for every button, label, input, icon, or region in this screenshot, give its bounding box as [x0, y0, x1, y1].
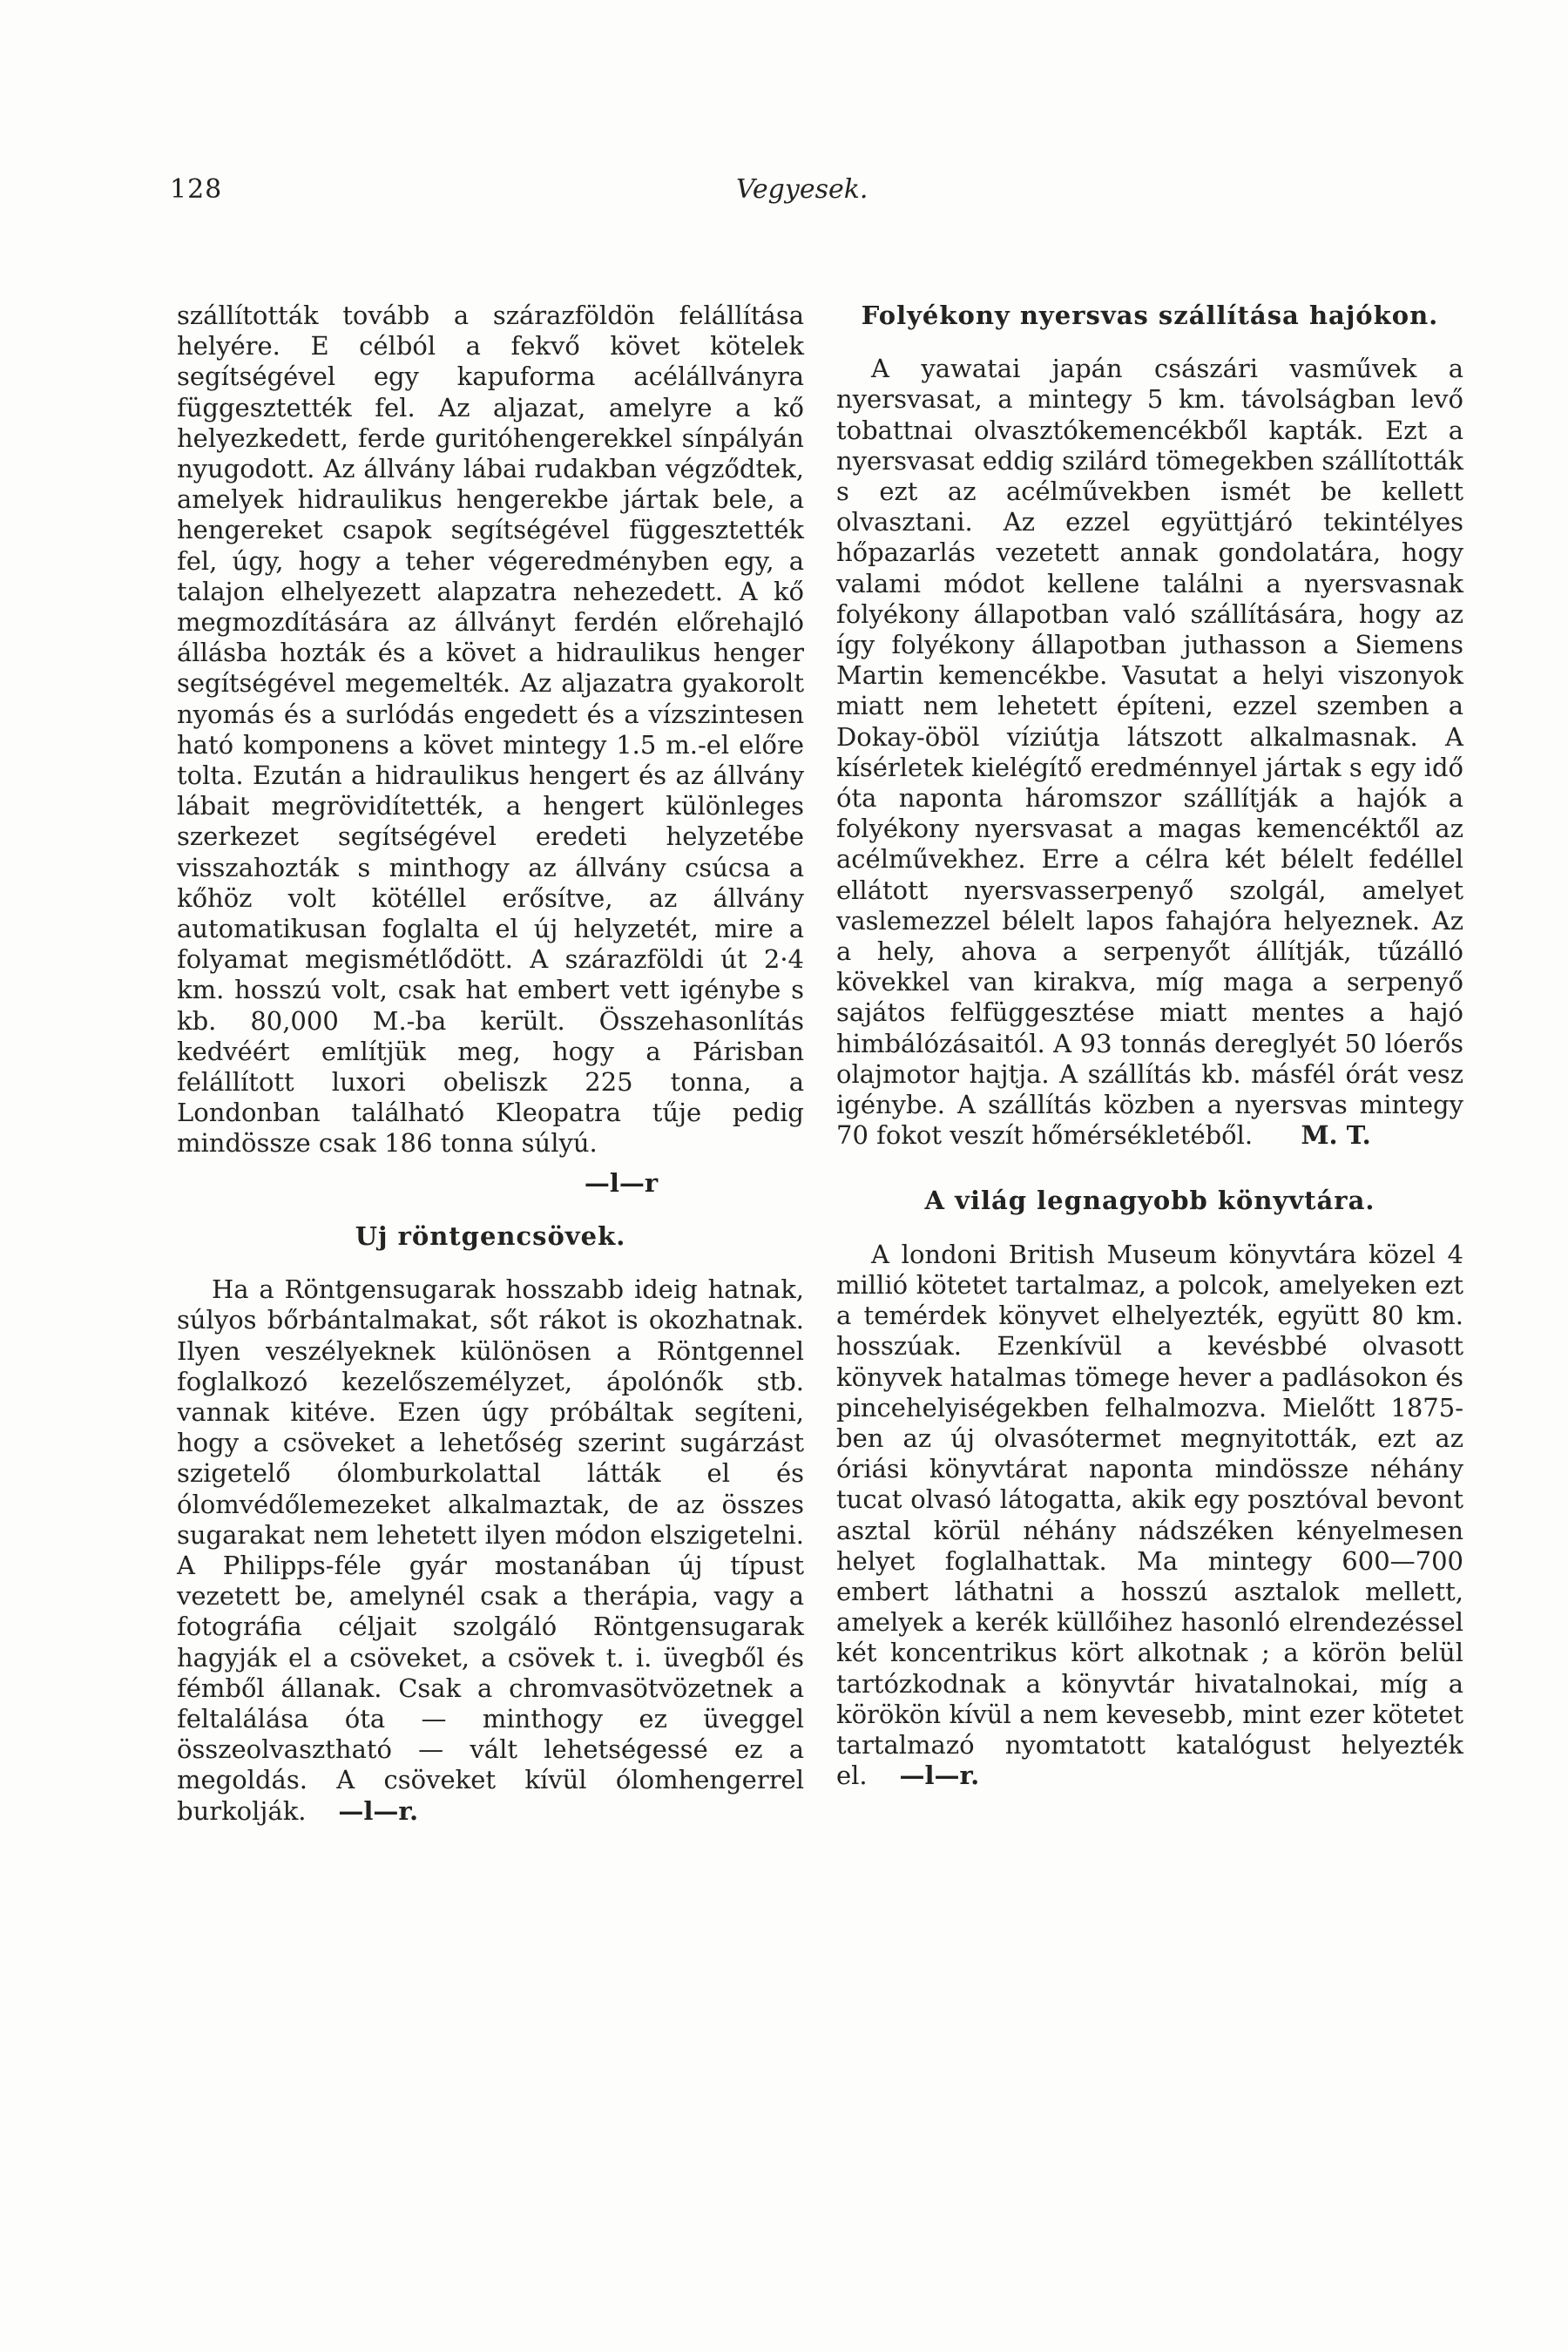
- page-number: 128: [170, 174, 223, 205]
- page-header: [170, 174, 1424, 218]
- xray-article-body: Ha a Röntgensugarak hosszabb ideig hatnak, súlyos bőrbántalmakat, sőt rákot is okozhatnak. Ilyen veszélyeknek különösen a Röntgennel foglalkozó kezelőszemélyzet, ápolónők stb. vannak kitéve. Ezen úgy próbáltak segíteni, hogy a csöveket a lehetőség szerint sugárzást szigetelő ólomburkolattal látták el és ólomvédőlemezeket alkalmaztak, de az összes sugarakat nem lehetett ilyen módon elszigetelni. A Philipps-féle gyár mostanában új típust vezetett be, amelynél csak a therápia, vagy a fotográfia céljait szolgáló Röntgensugarak hagyják el a csöveket, a csövek t. i. üvegből és fémből állanak. Csak a chromvasötvözetnek a feltalálása óta — minthogy ez üveggel összeolvasztható — vált lehetségessé ez a megoldás. A csöveket kívül ólomhengerrel burkolják.: [177, 1274, 804, 1826]
- xray-article-heading: Uj röntgencsövek.: [355, 1220, 626, 1251]
- obelisk-article-text: szállították tovább a szárazföldön felállítása helyére. E célból a fekvő követ kötelek segítségével egy kapuforma acélállványra függesztették fel. Az aljazat, amelyre a kő helyezkedett, ferde guritóhengerekkel sínpályán nyugodott. Az állvány lábai rudakban végződtek, amelyek hidraulikus hengerekbe jártak bele, a hengereket csapok segítségével függesztették fel, úgy, hogy a teher végeredményben egy, a talajon elhelyezett alapzatra nehezedett. A kő megmozdítására az állványt ferdén előrehajló állásba hozták és a követ a hidraulikus henger segítségével megemelték. Az aljazatra gyakorolt nyomás és a surlódás engedett és a vízszintesen ható komponens a követ mintegy 1.5 m.-el előre tolta. Ezután a hidraulikus hengert és az állvány lábait megrövidítették, a hengert különleges szerkezet segítségével eredeti helyzetébe visszahozták s minthogy az állvány csúcsa a kőhöz volt kötéllel erősítve, az állvány automatikusan foglalta el új helyzetét, mire a folyamat megismétlődött. A szárazföldi út 2·4 km. hosszú volt, csak hat embert vett igénybe s kb. 80,000 M.-ba került. Összehasonlítás kedvéért említjük meg, hogy a Párisban felállított luxori obeliszk 225 tonna, a Londonban található Kleopatra tűje pedig mindössze csak 186 tonna súlyú.: [177, 301, 804, 1159]
- running-title: Vegyesek.: [736, 174, 868, 205]
- iron-article-signature: M. T.: [1301, 1120, 1371, 1151]
- xray-article-text: [177, 1274, 804, 1827]
- library-article-signature: —l—r.: [899, 1761, 980, 1791]
- left-column: [177, 301, 804, 1827]
- xray-article-signature: —l—r.: [338, 1795, 419, 1826]
- library-article-body: A londoni British Museum könyvtára közel 4 millió kötetet tartalmaz, a polcok, amelyeken ezt a temérdek könyvet elhelyezték, együtt 80 km. hosszúak. Ezenkívül a kevésbbé olvasott könyvek hatalmas tömege hever a padlásokon és pincehelyiségekben felhalmozva. Mielőtt 1875-ben az új olvasótermet megnyitották, ezt az óriási könyvtárat naponta mindössze néhány tucat olvasó látogatta, akik egy posztóval bevont asztal körül néhány nádszéken kényelmesen helyet foglalhattak. Ma mintegy 600—700 embert láthatni a hosszú asztalok mellett, amelyek a kerék küllőihez hasonló elrendezéssel két koncentrikus kört alkotnak ; a körön belül tartózkodnak a könyvtár hivatalnokai, míg a körökön kívül a nem kevesebb, mint ezer kötetet tartalmazó nyomtatott katalógust helyezték el.: [836, 1239, 1463, 1791]
- right-column: [836, 301, 1463, 1791]
- library-article-heading: A világ legnagyobb könyvtára.: [924, 1186, 1375, 1216]
- obelisk-article-signature: —l—r: [584, 1167, 659, 1198]
- iron-article-heading: Folyékony nyersvas szállítása hajókon.: [861, 301, 1439, 330]
- iron-article-body: A yawatai japán császári vasművek a nyersvasat, a mintegy 5 km. távolságban levő tobattnai olvasztókemencékből kapták. Ezt a nyersvasat eddig szilárd tömegekben szállították s ezt az acélművekben ismét be kellett olvasztani. Az ezzel együttjáró tekintélyes hőpazarlás vezetett annak gondolatára, hogy valami módot kellene találni a nyersvasnak folyékony állapotban való szállítására, hogy az így folyékony állapotban juthasson a Siemens Martin kemencékbe. Vasutat a helyi viszonyok miatt nem lehetett építeni, ezzel szemben a Dokay-öböl víziútja látszott alkalmasnak. A kísérletek kielégítő eredménnyel jártak s egy idő óta naponta háromszor szállítják a hajók a folyékony nyersvasat a magas kemencéktől az acélművekhez. Erre a célra két bélelt fedéllel ellátott nyersvasserpenyő szolgál, amelyet vaslemezzel bélelt lapos fahajóra helyeznek. Az a hely, ahova a serpenyőt állítják, tűzálló kövekkel van kirakva, míg maga a serpenyő sajátos felfüggesztése miatt mentes a hajó himbálózásaitól. A 93 tonnás dereglyét 50 lóerős olajmotor hajtja. A szállítás kb. másfél órát vesz igénybe. A szállítás közben a nyersvas mintegy 70 fokot veszít hőmérsékletéből.: [836, 354, 1463, 1151]
- library-article-text: [836, 1240, 1463, 1792]
- iron-article-text: [836, 354, 1463, 1151]
